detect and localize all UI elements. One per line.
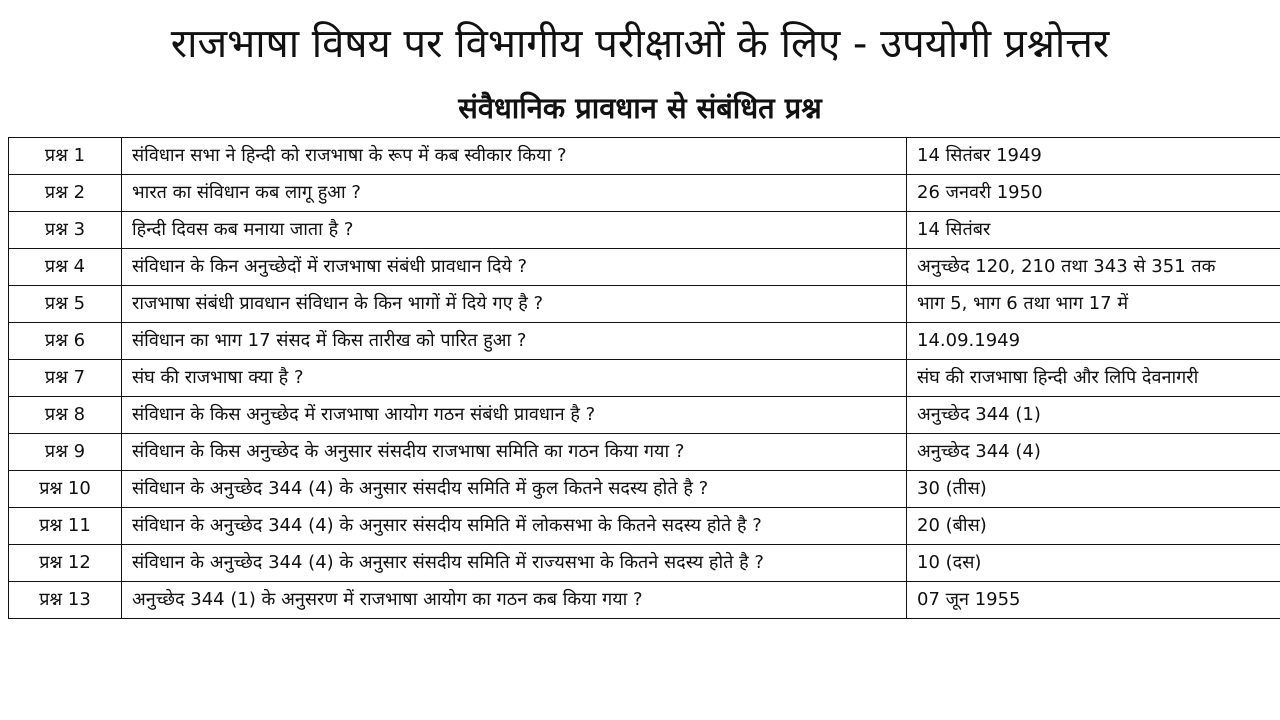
answer-text: 14 सितंबर 1949	[907, 138, 1280, 175]
table-row	[9, 508, 1280, 545]
answer-text: 14 सितंबर	[907, 212, 1280, 249]
question-number: प्रश्न 4	[9, 249, 122, 286]
table-row	[9, 175, 1280, 212]
question-text: संविधान के अनुच्छेद 344 (4) के अनुसार संसदीय समिति में राज्यसभा के कितने सदस्य होते है ?	[122, 545, 907, 582]
question-text: अनुच्छेद 344 (1) के अनुसरण में राजभाषा आयोग का गठन कब किया गया ?	[122, 582, 907, 619]
question-number: प्रश्न 10	[9, 471, 122, 508]
answer-text: अनुच्छेद 344 (4)	[907, 434, 1280, 471]
question-number: प्रश्न 7	[9, 360, 122, 397]
question-number: प्रश्न 13	[9, 582, 122, 619]
answer-text: अनुच्छेद 344 (1)	[907, 397, 1280, 434]
question-number: प्रश्न 2	[9, 175, 122, 212]
qa-table	[8, 137, 1280, 619]
question-text: राजभाषा संबंधी प्रावधान संविधान के किन भागों में दिये गए है ?	[122, 286, 907, 323]
answer-text: 20 (बीस)	[907, 508, 1280, 545]
question-text: संविधान के अनुच्छेद 344 (4) के अनुसार संसदीय समिति में लोकसभा के कितने सदस्य होते है ?	[122, 508, 907, 545]
table-row	[9, 360, 1280, 397]
question-text: संविधान के किन अनुच्छेदों में राजभाषा संबंधी प्रावधान दिये ?	[122, 249, 907, 286]
question-text: संविधान सभा ने हिन्दी को राजभाषा के रूप में कब स्वीकार किया ?	[122, 138, 907, 175]
question-number: प्रश्न 9	[9, 434, 122, 471]
answer-text: 10 (दस)	[907, 545, 1280, 582]
answer-text: 07 जून 1955	[907, 582, 1280, 619]
table-row	[9, 138, 1280, 175]
question-text: संविधान का भाग 17 संसद में किस तारीख को पारित हुआ ?	[122, 323, 907, 360]
table-row	[9, 397, 1280, 434]
answer-text: 14.09.1949	[907, 323, 1280, 360]
table-row	[9, 323, 1280, 360]
page-title: राजभाषा विषय पर विभागीय परीक्षाओं के लिए - उपयोगी प्रश्नोत्तर	[170, 21, 1110, 67]
answer-text: 26 जनवरी 1950	[907, 175, 1280, 212]
question-text: संविधान के अनुच्छेद 344 (4) के अनुसार संसदीय समिति में कुल कितने सदस्य होते है ?	[122, 471, 907, 508]
answer-text: संघ की राजभाषा हिन्दी और लिपि देवनागरी	[907, 360, 1280, 397]
answer-text: अनुच्छेद 120, 210 तथा 343 से 351 तक	[907, 249, 1280, 286]
section-subtitle: संवैधानिक प्रावधान से संबंधित प्रश्न	[458, 91, 822, 125]
question-text: भारत का संविधान कब लागू हुआ ?	[122, 175, 907, 212]
question-text: संविधान के किस अनुच्छेद में राजभाषा आयोग गठन संबंधी प्रावधान है ?	[122, 397, 907, 434]
table-row	[9, 582, 1280, 619]
question-number: प्रश्न 6	[9, 323, 122, 360]
question-text: हिन्दी दिवस कब मनाया जाता है ?	[122, 212, 907, 249]
question-number: प्रश्न 12	[9, 545, 122, 582]
answer-text: भाग 5, भाग 6 तथा भाग 17 में	[907, 286, 1280, 323]
question-number: प्रश्न 8	[9, 397, 122, 434]
question-text: संघ की राजभाषा क्या है ?	[122, 360, 907, 397]
question-number: प्रश्न 1	[9, 138, 122, 175]
question-number: प्रश्न 5	[9, 286, 122, 323]
table-row	[9, 434, 1280, 471]
table-row	[9, 212, 1280, 249]
question-number: प्रश्न 11	[9, 508, 122, 545]
table-row	[9, 471, 1280, 508]
question-number: प्रश्न 3	[9, 212, 122, 249]
table-row	[9, 249, 1280, 286]
answer-text: 30 (तीस)	[907, 471, 1280, 508]
question-text: संविधान के किस अनुच्छेद के अनुसार संसदीय राजभाषा समिति का गठन किया गया ?	[122, 434, 907, 471]
table-row	[9, 286, 1280, 323]
table-row	[9, 545, 1280, 582]
